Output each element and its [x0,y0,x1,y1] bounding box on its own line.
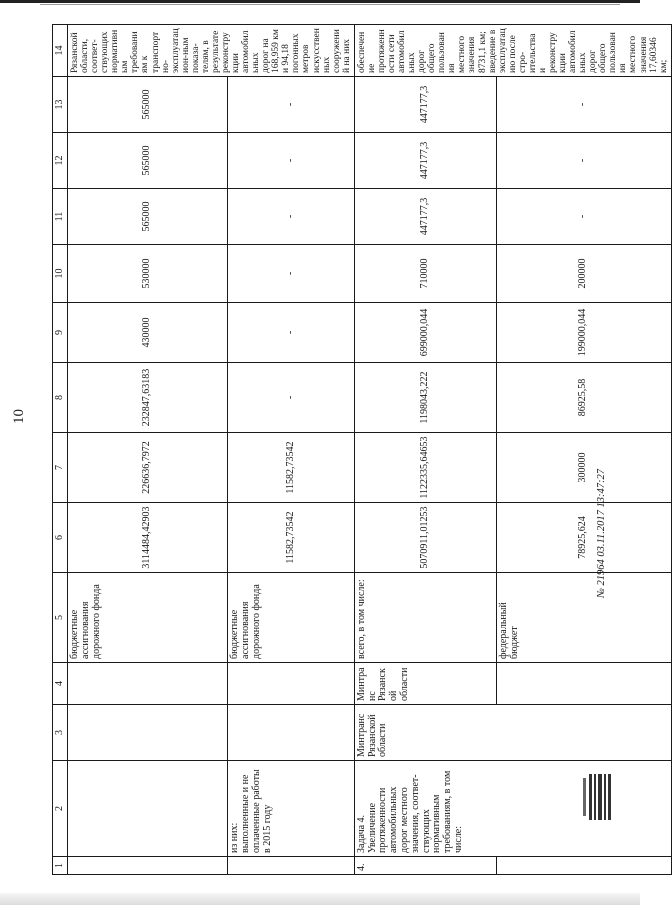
table-cell: 699000,044 [354,303,496,363]
page-number: 10 [11,409,27,424]
header-cell: 14 [53,25,68,77]
table-cell: Минтранс Рязанской области [354,663,496,705]
table-cell: 565000 [68,189,228,245]
table-cell: - [496,133,671,189]
table-cell: - [496,77,671,133]
table-cell: - [228,133,355,189]
table-cell [228,857,355,875]
table-cell [228,663,355,705]
header-cell: 9 [53,303,68,363]
registration-stamp-text: № 21964 03.11.2017 13:47:27 [596,469,607,598]
header-cell: 10 [53,245,68,303]
table-cell: 447177,3 [354,133,496,189]
table-cell: 447177,3 [354,189,496,245]
page-bottom-edge [0,893,640,905]
table-cell: всего, в том числе: [354,573,496,663]
header-cell: 8 [53,363,68,433]
table-cell [68,857,228,875]
table-cell: 199000,044 [496,303,671,363]
table-cell [68,705,228,761]
table-cell: - [228,189,355,245]
table-cell: 300000 [496,433,671,503]
header-cell: 2 [53,761,68,857]
table-cell: 530000 [68,245,228,303]
table-cell [496,857,671,875]
table-cell: 200000 [496,245,671,303]
header-cell: 13 [53,77,68,133]
table-cell: - [228,363,355,433]
header-cell: 7 [53,433,68,503]
top-edge-line-faint [40,4,620,5]
table-cell: 3114484,42903 [68,503,228,573]
header-cell: 12 [53,133,68,189]
barcode-icon [583,774,613,820]
table-cell-description: Рязанской области, соответ-ствующих нормативным требованиям к транспортно-эксплуатацион-ным показа-телям, в результате реконструкции автомобильных дорог на 168,959 км и 94,18 погонных метров искусственных сооружений на них [68,25,355,77]
table-row [68,25,228,875]
table-cell: 11582,73542 [228,433,355,503]
table-cell: 4. [354,857,496,875]
table-cell: 565000 [68,133,228,189]
table-cell: 226636,7972 [68,433,228,503]
table-cell: - [228,245,355,303]
top-edge-line [0,0,640,3]
table-row [354,25,496,875]
header-cell: 3 [53,705,68,761]
table-cell: Задача 4. Увеличение протяженности автомобильных дорог местного значения, соответ-ствующих нормативным требованиям, в том числе: [354,761,671,857]
table-cell: бюджетные ассигнования дорожного фонда [228,573,355,663]
table-cell: 565000 [68,77,228,133]
header-cell: 1 [53,857,68,875]
program-table [52,24,672,875]
table-cell-description: обеспечение протяженности сети автомобильных дорог общего пользования местного значения 8731,1 км; введение в эксплуатацию после стро-ительства и реконструкции автомобильных дорог общего пользования местного значения 17,60346 км; [354,25,671,77]
table-cell: - [496,189,671,245]
table-cell: 710000 [354,245,496,303]
table-cell: 447177,3 [354,77,496,133]
table-cell: - [228,303,355,363]
table-cell: 11582,73542 [228,503,355,573]
table-cell: бюджетные ассигнования дорожного фонда [68,573,228,663]
table-row [228,25,355,875]
table-cell: - [228,77,355,133]
table-cell: 86925,58 [496,363,671,433]
table-cell: из них: выполненные и не оплаченные работы в 2015 году [228,761,355,857]
table-cell: 232847,63183 [68,363,228,433]
table-cell: 1198043,222 [354,363,496,433]
table-cell: 1122335,64653 [354,433,496,503]
table-cell: Минтранс Рязанской области [354,705,671,761]
header-cell: 11 [53,189,68,245]
table-cell [496,663,671,705]
table-cell [228,705,355,761]
header-cell: 6 [53,503,68,573]
table-cell [68,761,228,857]
header-row [53,25,68,875]
rotated-table-container [52,25,669,875]
table-cell: федеральный бюджет [496,573,671,663]
table-cell: 430000 [68,303,228,363]
table-cell: 5070911,01253 [354,503,496,573]
header-cell: 4 [53,663,68,705]
header-cell: 5 [53,573,68,663]
table-cell [68,663,228,705]
table-cell: 78925,624 [496,503,671,573]
